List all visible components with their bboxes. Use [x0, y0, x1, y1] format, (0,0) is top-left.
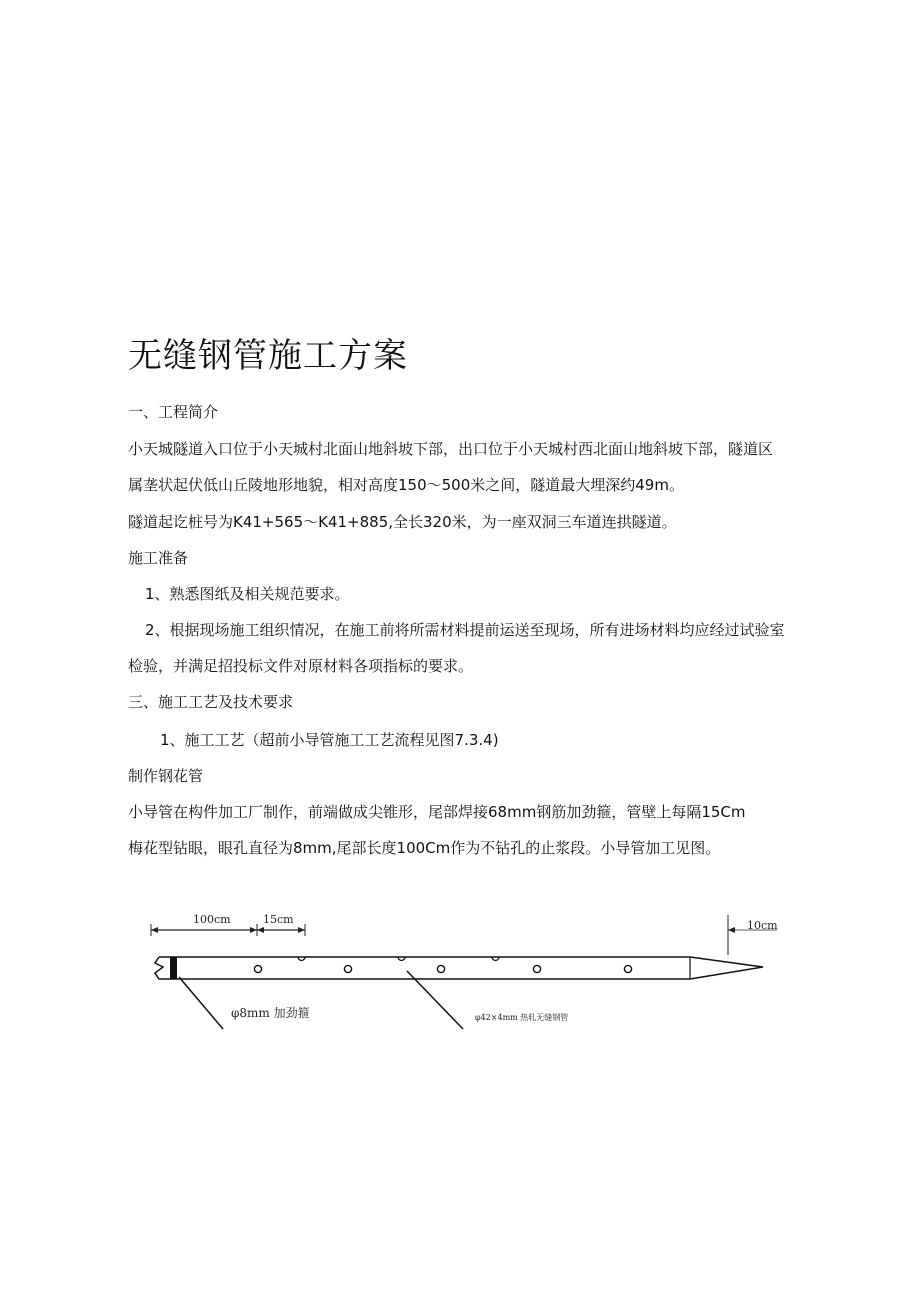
- label-hoop: φ8mm 加劲箍: [231, 1006, 310, 1020]
- arrow-left-icon: [257, 927, 264, 933]
- section-heading-process: 三、施工工艺及技术要求: [128, 693, 294, 711]
- list-item: 1、熟悉图纸及相关规范要求。: [145, 585, 350, 603]
- drill-hole: [624, 965, 631, 972]
- arrow-right-icon: [298, 927, 305, 933]
- arrow-right-icon: [250, 927, 257, 933]
- paragraph-line: 属垄状起伏低山丘陵地形地貌，相对高度150～500米之间，隧道最大埋深约49m。: [128, 476, 684, 494]
- arrow-left-icon: [728, 927, 735, 933]
- dimension-label-100cm: 100cm: [193, 913, 231, 926]
- paragraph-line: 隧道起讫桩号为K41+565～K41+885,全长320米，为一座双洞三车道连拱隧道。: [128, 513, 677, 531]
- reinforcing-hoop: [170, 957, 177, 979]
- paragraph-line: 小天城隧道入口位于小天城村北面山地斜坡下部，出口位于小天城村西北面山地斜坡下部，隧道区: [128, 440, 774, 458]
- list-item: 2、根据现场施工组织情况，在施工前将所需材料提前运送至现场，所有进场材料均应经过试验室: [145, 621, 785, 639]
- drill-hole: [254, 965, 261, 972]
- drill-hole: [533, 965, 540, 972]
- arrow-left-icon: [151, 927, 158, 933]
- leader-line-hoop: [179, 977, 223, 1029]
- dimension-label-15cm: 15cm: [263, 913, 294, 926]
- paragraph-line: 梅花型钻眼，眼孔直径为8mm,尾部长度100Cm作为不钻孔的止浆段。小导管加工见图。: [128, 839, 721, 857]
- pipe-cone-tip: [690, 957, 763, 979]
- paragraph-line: 小导管在构件加工厂制作，前端做成尖锥形，尾部焊接68mm钢筋加劲箍，管壁上每隔15Cm: [128, 803, 746, 821]
- label-pipe: φ42×4mm 热轧无缝钢管: [475, 1013, 569, 1022]
- small-pipe-diagram: [145, 905, 785, 1035]
- dimension-label-10cm: 10cm: [747, 919, 778, 932]
- subheading-steel-pipe: 制作钢花管: [128, 767, 204, 785]
- section-heading-preparation: 施工准备: [128, 549, 189, 567]
- list-item: 1、施工工艺（超前小导管施工工艺流程见图7.3.4): [160, 731, 499, 749]
- document-title: 无缝钢管施工方案: [128, 336, 408, 376]
- section-heading-project-overview: 一、工程简介: [128, 403, 219, 421]
- drill-hole: [437, 965, 444, 972]
- pipe-break-symbol: [155, 957, 169, 979]
- drill-hole: [344, 965, 351, 972]
- paragraph-line: 检验，并满足招投标文件对原材料各项指标的要求。: [128, 657, 474, 675]
